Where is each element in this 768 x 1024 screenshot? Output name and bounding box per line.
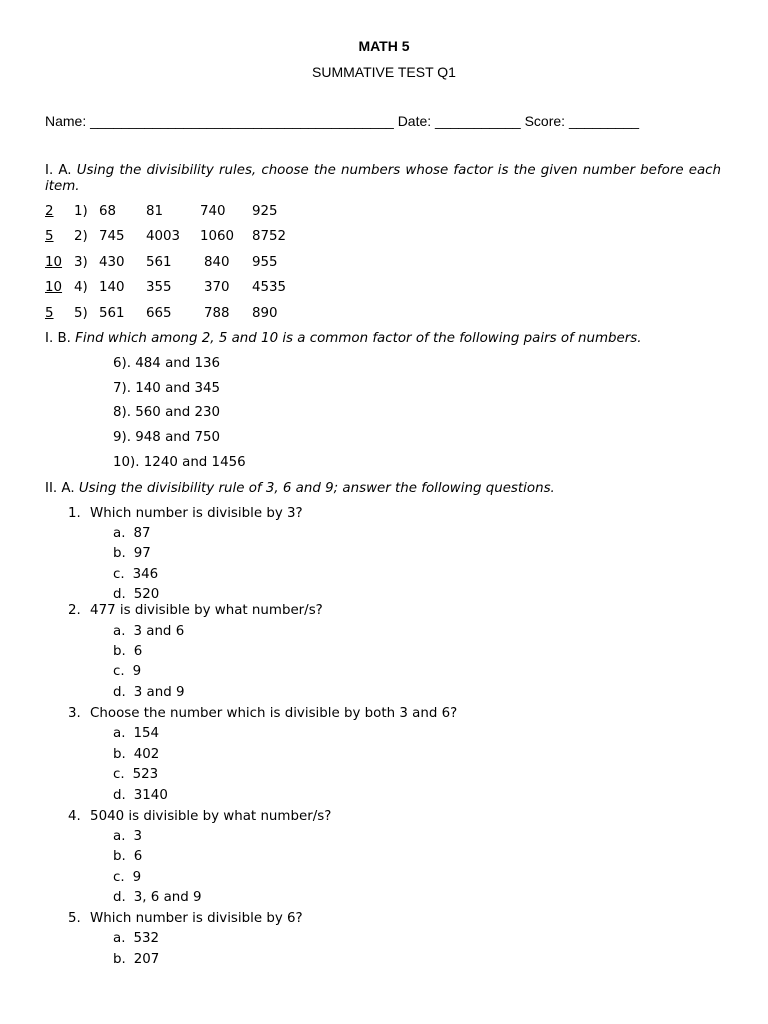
choice-letter: b. — [113, 952, 126, 967]
choice-letter: b. — [113, 849, 126, 864]
choice — [113, 747, 159, 762]
list-item — [45, 280, 345, 300]
item-factor: 2 — [45, 204, 54, 219]
page-subtitle: SUMMATIVE TEST Q1 — [312, 64, 456, 80]
part-1b-prefix: I. B. — [45, 331, 71, 346]
choice-letter: a. — [113, 829, 126, 844]
list-item — [45, 306, 345, 326]
list-item — [45, 255, 345, 275]
item-value: 561 — [99, 306, 125, 321]
list-item: 9). 948 and 750 — [113, 430, 221, 445]
choice — [113, 664, 141, 679]
question-number: 3. — [68, 706, 81, 721]
question — [68, 506, 303, 521]
name-blank: _______________________________________ — [90, 113, 394, 129]
item-value: 8752 — [252, 229, 287, 244]
choice — [113, 587, 159, 602]
choice — [113, 685, 185, 700]
choice-text: 207 — [133, 952, 160, 967]
choice — [113, 952, 159, 967]
question-number: 2. — [68, 603, 81, 618]
choice-text: 3 and 6 — [133, 624, 185, 639]
question-text: Choose the number which is divisible by both 3 and 6? — [90, 706, 458, 721]
item-value: 745 — [99, 229, 125, 244]
item-value: 4003 — [146, 229, 181, 244]
choice-letter: b. — [113, 546, 126, 561]
item-number: 5) — [74, 306, 88, 321]
choice-text: 3140 — [133, 788, 168, 803]
item-number: 1) — [74, 204, 88, 219]
item-value: 561 — [146, 255, 172, 270]
date-blank: ___________ — [435, 113, 521, 129]
choice-letter: d. — [113, 685, 126, 700]
choice-text: 9 — [132, 664, 142, 679]
part-1a-instruction — [45, 163, 721, 195]
question-text: Which number is divisible by 3? — [90, 506, 303, 521]
item-value: 890 — [252, 306, 278, 321]
question-number: 4. — [68, 809, 81, 824]
item-number: 2) — [74, 229, 88, 244]
choice-letter: d. — [113, 890, 126, 905]
list-item: 6). 484 and 136 — [113, 356, 221, 371]
page-title: MATH 5 — [358, 38, 410, 54]
question — [68, 603, 323, 618]
choice-letter: a. — [113, 931, 126, 946]
question — [68, 809, 331, 824]
question — [68, 706, 457, 721]
part-2a-text: Using the divisibility rule of 3, 6 and 9; answer the following questions. — [78, 481, 555, 496]
choice — [113, 567, 158, 582]
item-value: 925 — [252, 204, 278, 219]
choice-letter: c. — [113, 767, 125, 782]
item-factor: 5 — [45, 229, 54, 244]
choice-letter: c. — [113, 870, 125, 885]
item-value: 788 — [204, 306, 230, 321]
choice — [113, 870, 141, 885]
list-item — [45, 229, 345, 249]
choice — [113, 890, 202, 905]
item-value: 665 — [146, 306, 172, 321]
item-value: 140 — [99, 280, 125, 295]
choice-text: 346 — [132, 567, 159, 582]
question-number: 5. — [68, 911, 81, 926]
choice-text: 402 — [133, 747, 160, 762]
choice — [113, 546, 151, 561]
list-item: 10). 1240 and 1456 — [113, 455, 246, 470]
name-label: Name: — [45, 113, 87, 129]
choice — [113, 849, 142, 864]
choice-letter: a. — [113, 726, 126, 741]
item-value: 68 — [99, 204, 117, 219]
item-number: 4) — [74, 280, 88, 295]
item-value: 430 — [99, 255, 125, 270]
item-factor: 10 — [45, 255, 63, 270]
choice-letter: c. — [113, 664, 125, 679]
question-text: 5040 is divisible by what number/s? — [90, 809, 332, 824]
item-number: 3) — [74, 255, 88, 270]
choice — [113, 767, 158, 782]
item-factor: 5 — [45, 306, 54, 321]
choice-text: 523 — [132, 767, 159, 782]
choice — [113, 931, 159, 946]
choice-text: 9 — [132, 870, 142, 885]
choice-letter: b. — [113, 644, 126, 659]
choice-text: 3, 6 and 9 — [133, 890, 202, 905]
student-info-line — [45, 113, 639, 129]
score-label: Score: — [524, 113, 566, 129]
choice-text: 532 — [133, 931, 160, 946]
item-value: 370 — [204, 280, 230, 295]
question-text: 477 is divisible by what number/s? — [90, 603, 323, 618]
part-1a-text: Using the divisibility rules, choose the numbers whose factor is the given number before each item. — [45, 163, 722, 194]
item-value: 955 — [252, 255, 278, 270]
choice-letter: b. — [113, 747, 126, 762]
part-1b-instruction — [45, 331, 642, 346]
list-item — [45, 204, 345, 224]
item-value: 1060 — [200, 229, 235, 244]
choice-text: 6 — [133, 644, 143, 659]
part-1a-prefix: I. A. — [45, 163, 72, 178]
choice-text: 97 — [133, 546, 151, 561]
score-blank: _________ — [568, 113, 640, 129]
list-item: 8). 560 and 230 — [113, 405, 221, 420]
item-factor: 10 — [45, 280, 63, 295]
item-value: 4535 — [252, 280, 287, 295]
item-value: 840 — [204, 255, 230, 270]
choice — [113, 624, 184, 639]
part-2a-prefix: II. A. — [45, 481, 75, 496]
item-value: 355 — [146, 280, 172, 295]
question-text: Which number is divisible by 6? — [90, 911, 303, 926]
choice-text: 154 — [133, 726, 160, 741]
question-number: 1. — [68, 506, 81, 521]
item-value: 81 — [146, 204, 164, 219]
choice — [113, 526, 151, 541]
choice-text: 6 — [133, 849, 143, 864]
choice-text: 87 — [133, 526, 151, 541]
choice — [113, 788, 168, 803]
choice — [113, 644, 142, 659]
list-item: 7). 140 and 345 — [113, 381, 221, 396]
choice — [113, 829, 142, 844]
choice-letter: d. — [113, 587, 126, 602]
part-2a-instruction — [45, 481, 555, 496]
choice-text: 3 — [133, 829, 142, 844]
choice-text: 520 — [133, 587, 160, 602]
choice-text: 3 and 9 — [133, 685, 185, 700]
choice-letter: a. — [113, 526, 126, 541]
date-label: Date: — [397, 113, 432, 129]
item-value: 740 — [200, 204, 226, 219]
choice-letter: a. — [113, 624, 126, 639]
choice — [113, 726, 159, 741]
question — [68, 911, 303, 926]
part-1b-text: Find which among 2, 5 and 10 is a common factor of the following pairs of numbers. — [75, 331, 642, 346]
choice-letter: c. — [113, 567, 125, 582]
choice-letter: d. — [113, 788, 126, 803]
